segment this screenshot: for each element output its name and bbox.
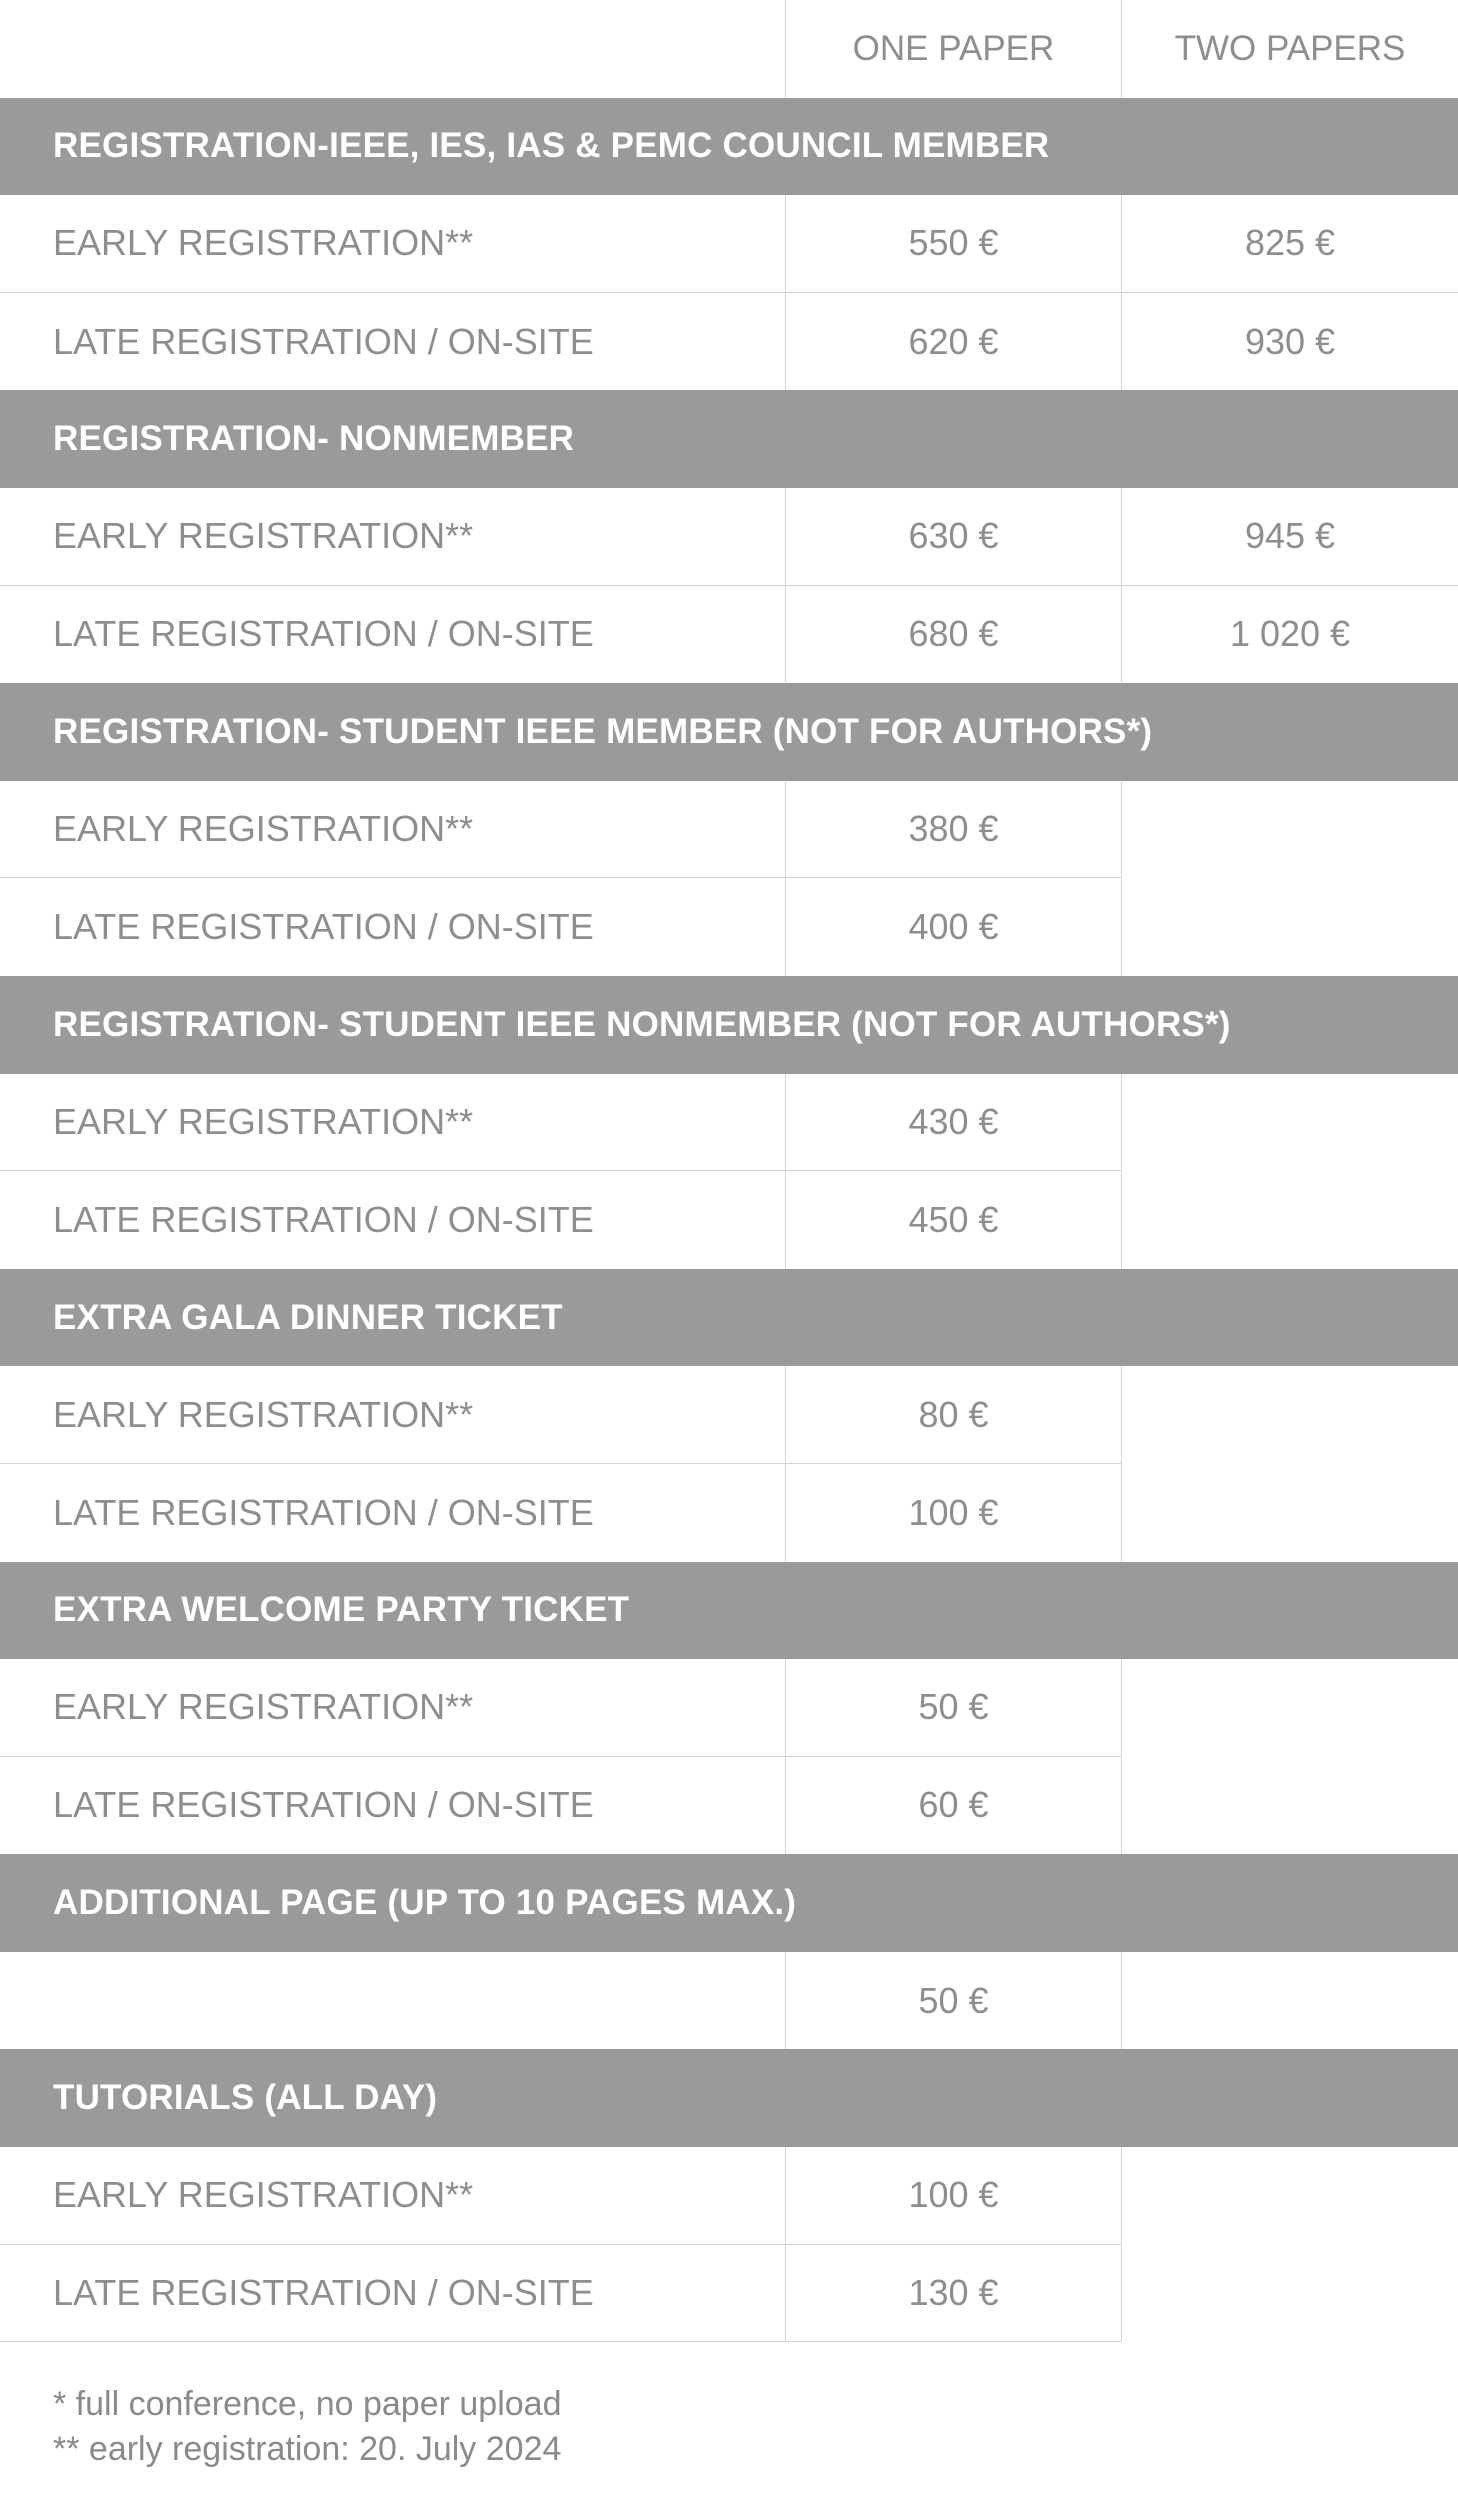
header-label-cell — [0, 0, 785, 98]
price-two-papers — [1121, 1757, 1458, 1855]
fee-type-label: EARLY REGISTRATION** — [0, 781, 785, 879]
price-one-paper: 450 € — [785, 1171, 1121, 1269]
fee-section — [0, 98, 1458, 391]
price-two-papers: 930 € — [1121, 293, 1458, 391]
section-title: ADDITIONAL PAGE (UP TO 10 PAGES MAX.) — [0, 1854, 1458, 1952]
table-row — [0, 586, 1458, 684]
price-one-paper: 680 € — [785, 586, 1121, 684]
section-title: REGISTRATION- STUDENT IEEE NONMEMBER (NOT FOR AUTHORS*) — [0, 976, 1458, 1074]
fee-type-label: EARLY REGISTRATION** — [0, 1366, 785, 1464]
price-two-papers — [1121, 1659, 1458, 1757]
price-one-paper: 550 € — [785, 195, 1121, 292]
price-two-papers: 1 020 € — [1121, 586, 1458, 684]
table-row — [0, 293, 1458, 391]
fee-sections — [0, 98, 1458, 2343]
price-one-paper: 50 € — [785, 1952, 1121, 2050]
price-one-paper: 100 € — [785, 1464, 1121, 1562]
table-row — [0, 781, 1458, 879]
price-two-papers — [1121, 1171, 1458, 1269]
price-two-papers — [1121, 878, 1458, 976]
table-row — [0, 878, 1458, 976]
price-one-paper: 430 € — [785, 1074, 1121, 1172]
fee-section — [0, 683, 1458, 976]
section-title: EXTRA WELCOME PARTY TICKET — [0, 1562, 1458, 1660]
price-one-paper: 130 € — [785, 2245, 1121, 2343]
table-row — [0, 1952, 1458, 2050]
table-row — [0, 1074, 1458, 1172]
section-title: REGISTRATION- NONMEMBER — [0, 390, 1458, 488]
table-header-row — [0, 0, 1458, 98]
fee-type-label: EARLY REGISTRATION** — [0, 1074, 785, 1172]
price-one-paper: 380 € — [785, 781, 1121, 879]
fee-type-label — [0, 1952, 785, 2050]
fee-section — [0, 976, 1458, 1269]
price-one-paper: 100 € — [785, 2147, 1121, 2245]
fee-type-label: LATE REGISTRATION / ON-SITE — [53, 320, 594, 362]
price-one-paper: 620 € — [785, 293, 1121, 391]
fee-section — [0, 1562, 1458, 1855]
price-two-papers — [1121, 1952, 1458, 2050]
footnote-early-registration: ** early registration: 20. July 2024 — [53, 2430, 562, 2468]
section-title: REGISTRATION-IEEE, IES, IAS & PEMC COUNCIL MEMBER — [0, 98, 1458, 196]
section-title: EXTRA GALA DINNER TICKET — [0, 1269, 1458, 1367]
table-row — [0, 488, 1458, 586]
fee-section — [0, 2049, 1458, 2342]
price-one-paper: 80 € — [785, 1366, 1121, 1464]
section-title: REGISTRATION- STUDENT IEEE MEMBER (NOT FOR AUTHORS*) — [0, 683, 1458, 781]
fee-type-label: EARLY REGISTRATION** — [53, 515, 474, 557]
fee-section — [0, 1269, 1458, 1562]
fee-type-label: LATE REGISTRATION / ON-SITE — [53, 1198, 594, 1240]
table-row — [0, 1171, 1458, 1269]
table-row — [0, 195, 1458, 293]
fee-type-label: LATE REGISTRATION / ON-SITE — [53, 906, 594, 948]
table-row — [0, 2245, 1458, 2343]
fee-section — [0, 1854, 1458, 2049]
price-two-papers — [1121, 2245, 1458, 2343]
fee-type-label: LATE REGISTRATION / ON-SITE — [53, 613, 594, 655]
table-row — [0, 1464, 1458, 1562]
header-two-papers: TWO PAPERS — [1121, 0, 1458, 98]
price-one-paper: 60 € — [785, 1757, 1121, 1855]
table-row — [0, 1757, 1458, 1855]
price-one-paper: 50 € — [785, 1659, 1121, 1757]
price-one-paper: 630 € — [785, 488, 1121, 585]
price-two-papers: 825 € — [1121, 195, 1458, 292]
section-title: TUTORIALS (ALL DAY) — [0, 2049, 1458, 2147]
fee-section — [0, 390, 1458, 683]
fee-type-label: LATE REGISTRATION / ON-SITE — [0, 2245, 785, 2343]
fee-type-label: LATE REGISTRATION / ON-SITE — [53, 1491, 594, 1533]
price-two-papers — [1121, 781, 1458, 879]
header-one-paper: ONE PAPER — [785, 0, 1121, 98]
fee-type-label: EARLY REGISTRATION** — [0, 2147, 785, 2245]
table-row — [0, 2147, 1458, 2245]
fee-type-label: EARLY REGISTRATION** — [0, 1659, 785, 1757]
price-two-papers — [1121, 1366, 1458, 1464]
price-two-papers — [1121, 1074, 1458, 1172]
footnote-authors: * full conference, no paper upload — [53, 2385, 562, 2423]
fee-type-label: LATE REGISTRATION / ON-SITE — [53, 1784, 594, 1826]
price-one-paper: 400 € — [785, 878, 1121, 976]
price-two-papers — [1121, 2147, 1458, 2245]
footnotes — [53, 2382, 561, 2472]
fee-type-label: EARLY REGISTRATION** — [53, 222, 474, 264]
table-row — [0, 1659, 1458, 1757]
table-row — [0, 1366, 1458, 1464]
price-two-papers — [1121, 1464, 1458, 1562]
price-two-papers: 945 € — [1121, 488, 1458, 585]
